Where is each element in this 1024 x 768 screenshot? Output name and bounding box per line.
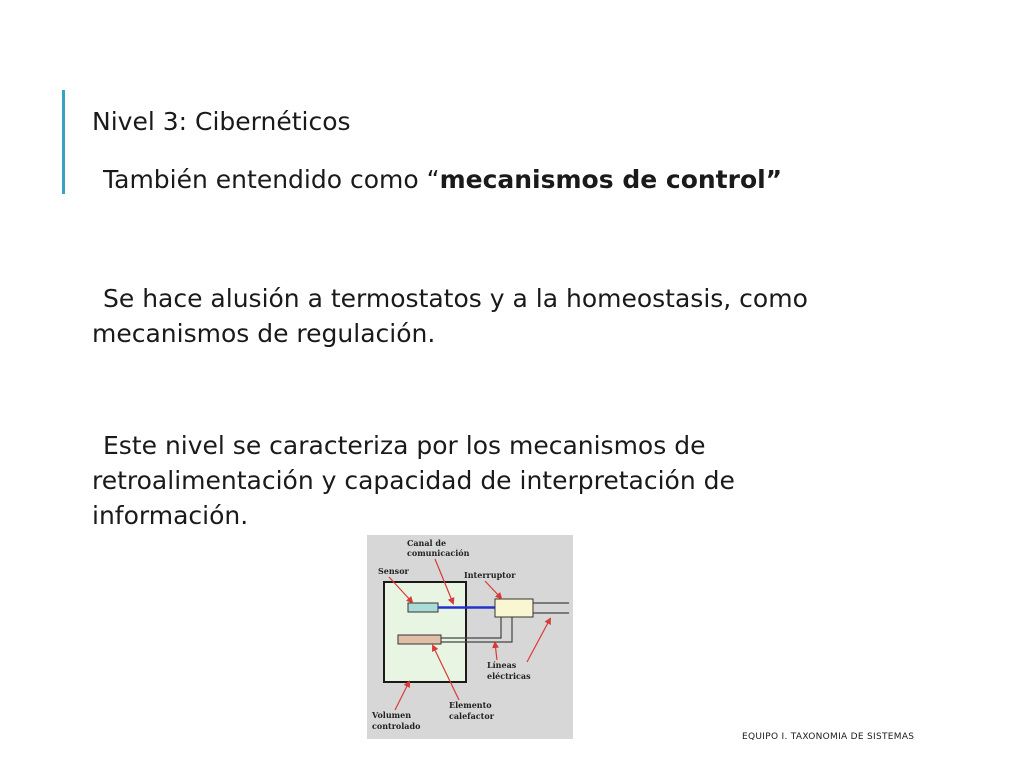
label-interruptor: Interruptor [464, 570, 516, 580]
thermostat-diagram [367, 535, 573, 739]
arrow-interruptor [485, 581, 501, 598]
label-volumen-line1: Volumen [372, 710, 412, 720]
paragraph-retroalimentacion: Este nivel se caracteriza por los mecanismos de retroalimentación y capacidad de interpretación de información. [92, 431, 735, 530]
label-lineas-line1: Líneas [487, 660, 517, 670]
accent-bar [62, 90, 65, 194]
slide-footer: EQUIPO I. TAXONOMIA DE SISTEMAS [742, 732, 915, 742]
arrow-lineas-right [527, 619, 550, 662]
label-volumen-line2: controlado [372, 721, 421, 731]
label-elemento-line1: Elemento [449, 700, 492, 710]
sensor-element [408, 603, 438, 612]
slide-title: Nivel 3: Cibernéticos [92, 107, 351, 136]
thermostat-diagram-svg [367, 535, 573, 739]
label-elemento-line2: calefactor [449, 711, 494, 721]
label-lineas-line2: eléctricas [487, 671, 531, 681]
arrow-lineas-left [495, 643, 497, 660]
paragraph-termostatos: Se hace alusión a termostatos y a la homeostasis, como mecanismos de regulación. [92, 284, 808, 348]
arrow-volumen [395, 682, 409, 710]
label-canal-line2: comunicación [407, 548, 470, 558]
label-canal-line1: Canal de [407, 538, 447, 548]
subtitle-emphasis: mecanismos de control” [439, 165, 783, 194]
subtitle-text: También entendido como “ [103, 165, 440, 194]
heater-element [398, 635, 441, 644]
switch-element [495, 599, 533, 617]
slide-subtitle [103, 164, 782, 196]
label-sensor: Sensor [378, 566, 409, 576]
controlled-volume-box [384, 582, 466, 682]
